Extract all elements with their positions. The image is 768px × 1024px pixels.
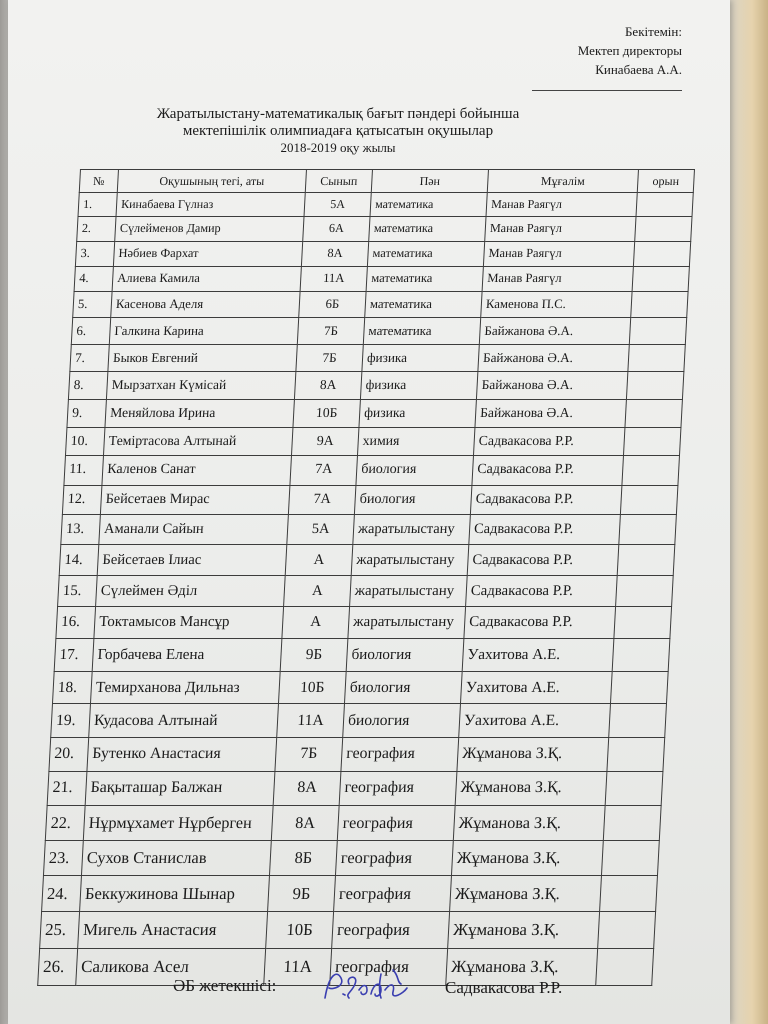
cell-student-name: Мигель Анастасия	[78, 912, 268, 948]
cell-place	[631, 292, 688, 318]
cell-class: 7А	[290, 456, 358, 485]
approval-signature-line	[532, 89, 682, 91]
title-line-2: мектепішілік олимпиадаға қатысатын оқушылар	[182, 123, 494, 139]
approval-line-2: Мектеп директоры	[577, 43, 682, 58]
cell-student-name: Бейсетаев Мирас	[100, 485, 290, 515]
cell-student-name: Меняйлова Ирина	[105, 399, 294, 427]
cell-student-name: Бутенко Анастасия	[87, 737, 277, 771]
cell-student-name: Касенова Аделя	[111, 292, 300, 318]
cell-teacher: Уахитова А.Е.	[459, 704, 611, 737]
cell-subject: биология	[356, 456, 474, 485]
cell-teacher: Жұманова З.Қ.	[451, 840, 603, 875]
cell-class: 11А	[264, 948, 332, 985]
cell-student-name: Токтамысов Мансұр	[94, 607, 284, 639]
cell-place	[601, 840, 659, 875]
cell-place	[619, 515, 677, 545]
cell-number: 4.	[74, 266, 113, 292]
table-row	[59, 545, 675, 576]
cell-class: 5А	[304, 193, 371, 217]
table-header-row	[79, 170, 694, 193]
table-row	[70, 344, 685, 371]
table-row	[74, 266, 689, 292]
cell-student-name: Алиева Камила	[112, 266, 301, 292]
cell-class: 9Б	[280, 639, 348, 671]
cell-subject: жаратылыстану	[348, 607, 466, 639]
cell-teacher: Уахитова А.Е.	[460, 671, 612, 704]
cell-place	[625, 399, 682, 427]
cell-student-name: Сүлейменов Дамир	[115, 217, 304, 242]
cell-number: 18.	[52, 671, 92, 704]
cell-teacher: Манав Раягүл	[482, 266, 633, 292]
cell-teacher: Садвакасова Р.Р.	[469, 515, 621, 545]
cell-teacher: Жұманова З.Қ.	[455, 771, 607, 805]
cell-teacher: Жұманова З.Қ.	[446, 948, 598, 985]
table-row	[68, 371, 683, 399]
cell-class: А	[284, 576, 352, 607]
document-title	[108, 106, 568, 156]
cell-class: 10Б	[278, 671, 346, 704]
header-number: №	[79, 170, 118, 193]
cell-subject: география	[330, 948, 448, 985]
cell-number: 14.	[59, 545, 99, 576]
cell-subject: математика	[366, 266, 483, 292]
cell-place	[614, 607, 672, 639]
cell-teacher: Байжанова Ә.А.	[479, 318, 630, 345]
cell-number: 7.	[70, 344, 109, 371]
cell-student-name: Аманали Сайын	[99, 515, 289, 545]
table-row	[62, 485, 678, 515]
cell-student-name: Галкина Карина	[109, 318, 298, 345]
cell-teacher: Садвакасова Р.Р.	[467, 545, 619, 576]
table-row	[58, 576, 674, 607]
cell-student-name: Саликова Асел	[76, 948, 266, 985]
cell-place	[596, 948, 654, 985]
footer-signature-block	[173, 976, 563, 997]
cell-teacher: Садвакасова Р.Р.	[470, 485, 622, 515]
cell-student-name: Бейсетаев Ілиас	[97, 545, 287, 576]
cell-class: 10Б	[266, 912, 334, 948]
cell-student-name: Темирханова Дильназ	[90, 671, 280, 704]
cell-place	[633, 241, 690, 266]
cell-class: 7Б	[275, 737, 343, 771]
cell-number: 15.	[58, 576, 98, 607]
cell-teacher: Байжанова Ә.А.	[476, 371, 627, 399]
cell-place	[626, 371, 683, 399]
cell-student-name: Кудасова Алтынай	[89, 704, 279, 737]
cell-place	[623, 427, 681, 456]
cell-class: 9А	[291, 427, 359, 456]
cell-subject: география	[337, 806, 455, 841]
cell-number: 21.	[47, 771, 87, 805]
cell-student-name: Горбачева Елена	[92, 639, 282, 671]
cell-number: 24.	[42, 876, 82, 912]
document-sheet	[8, 0, 730, 1024]
cell-subject: физика	[362, 344, 479, 371]
cell-subject: математика	[367, 241, 484, 266]
table-row	[71, 318, 686, 345]
cell-place	[635, 217, 692, 242]
cell-number: 6.	[71, 318, 110, 345]
cell-number: 1.	[78, 193, 117, 217]
table-row	[43, 840, 659, 875]
cell-number: 25.	[40, 912, 80, 948]
cell-teacher: Байжанова Ә.А.	[475, 399, 626, 427]
cell-number: 17.	[54, 639, 94, 671]
cell-teacher: Садвакасова Р.Р.	[464, 607, 616, 639]
cell-teacher: Манав Раягүл	[485, 217, 636, 242]
header-student-name: Оқушының тегі, аты	[117, 170, 306, 193]
cell-place	[600, 876, 658, 912]
table-body	[38, 193, 694, 986]
cell-subject: жаратылыстану	[353, 515, 471, 545]
cell-student-name: Нұрмұхамет Нұрберген	[83, 806, 273, 841]
cell-student-name: Теміртасова Алтынай	[103, 427, 293, 456]
cell-class: 8А	[273, 771, 341, 805]
cell-class: 8А	[271, 806, 339, 841]
cell-number: 12.	[62, 485, 102, 515]
cell-teacher: Манав Раягүл	[483, 241, 634, 266]
table-row	[78, 193, 693, 217]
cell-subject: физика	[360, 371, 477, 399]
cell-class: А	[282, 607, 350, 639]
cell-class: 10Б	[293, 399, 360, 427]
header-place: орын	[637, 170, 694, 193]
cell-class: 8А	[301, 241, 368, 266]
handwritten-signature	[319, 964, 415, 1008]
cell-number: 11.	[64, 456, 104, 485]
cell-place	[609, 704, 667, 737]
cell-class: А	[285, 545, 353, 576]
cell-teacher: Садвакасова Р.Р.	[472, 456, 624, 485]
header-teacher: Мұғалім	[487, 170, 638, 193]
table-row	[45, 806, 661, 841]
cell-subject: физика	[359, 399, 476, 427]
cell-subject: география	[339, 771, 457, 805]
cell-subject: математика	[370, 193, 487, 217]
cell-teacher: Уахитова А.Е.	[462, 639, 614, 671]
cell-student-name: Быков Евгений	[108, 344, 297, 371]
cell-number: 5.	[73, 292, 112, 318]
cell-subject: химия	[357, 427, 475, 456]
table-row	[64, 456, 680, 485]
cell-number: 16.	[56, 607, 96, 639]
cell-teacher: Манав Раягүл	[486, 193, 637, 217]
cell-place	[629, 318, 686, 345]
cell-place	[632, 266, 689, 292]
cell-place	[598, 912, 656, 948]
background-right-edge	[728, 0, 768, 1024]
cell-class: 8Б	[269, 840, 337, 875]
cell-student-name: Мырзатхан Күмісай	[106, 371, 295, 399]
cell-subject: математика	[369, 217, 486, 242]
participants-table	[37, 169, 695, 986]
title-academic-year: 2018-2019 оқу жылы	[280, 140, 396, 155]
cell-subject: биология	[354, 485, 472, 515]
cell-teacher: Байжанова Ә.А.	[478, 344, 629, 371]
cell-subject: математика	[365, 292, 482, 318]
cell-number: 19.	[51, 704, 91, 737]
cell-subject: география	[341, 737, 459, 771]
cell-subject: математика	[363, 318, 480, 345]
cell-place	[612, 639, 670, 671]
cell-class: 6Б	[299, 292, 366, 318]
cell-number: 20.	[49, 737, 89, 771]
table-row	[65, 427, 681, 456]
cell-place	[607, 737, 665, 771]
cell-class: 11А	[300, 266, 367, 292]
cell-teacher: Каменова П.С.	[481, 292, 632, 318]
footer-label: ӘБ жетекшісі:	[173, 976, 277, 995]
header-class: Сынып	[305, 170, 372, 193]
cell-place	[610, 671, 668, 704]
table-row	[56, 607, 672, 639]
cell-class: 7А	[288, 485, 356, 515]
cell-subject: география	[332, 912, 450, 948]
cell-class: 5А	[287, 515, 355, 545]
approval-block	[532, 22, 682, 91]
table-row	[42, 876, 658, 912]
cell-class: 7Б	[297, 318, 364, 345]
cell-number: 10.	[65, 427, 105, 456]
table-row	[77, 217, 692, 242]
cell-class: 7Б	[296, 344, 363, 371]
footer-responsible-name: Садвакасова Р.Р.	[445, 978, 563, 997]
title-line-1: Жаратылыстану-математикалық бағыт пәндері бойынша	[156, 106, 520, 122]
table-row	[75, 241, 690, 266]
cell-place	[605, 771, 663, 805]
cell-place	[620, 485, 678, 515]
cell-student-name: Нәбиев Фархат	[113, 241, 302, 266]
cell-student-name: Беккужинова Шынар	[80, 876, 270, 912]
table-row	[61, 515, 677, 545]
table-row	[54, 639, 670, 671]
header-subject: Пән	[371, 170, 488, 193]
cell-student-name: Сүлеймен Әділ	[96, 576, 286, 607]
cell-number: 26.	[38, 948, 78, 985]
cell-teacher: Жұманова З.Қ.	[448, 912, 600, 948]
cell-number: 9.	[67, 399, 106, 427]
cell-teacher: Жұманова З.Қ.	[450, 876, 602, 912]
cell-teacher: Жұманова З.Қ.	[457, 737, 609, 771]
cell-subject: жаратылыстану	[350, 576, 468, 607]
cell-student-name: Каленов Санат	[102, 456, 292, 485]
table-row	[67, 399, 682, 427]
cell-place	[628, 344, 685, 371]
table-row	[73, 292, 688, 318]
table-row	[40, 912, 656, 948]
cell-place	[622, 456, 680, 485]
cell-student-name: Бақыташар Балжан	[85, 771, 275, 805]
table-row	[47, 771, 663, 805]
table-row	[51, 704, 667, 737]
cell-subject: биология	[344, 671, 462, 704]
approval-line-3: Кинабаева А.А.	[595, 62, 682, 77]
cell-number: 23.	[43, 840, 83, 875]
cell-place	[636, 193, 693, 217]
cell-class: 6А	[303, 217, 370, 242]
cell-subject: география	[335, 840, 453, 875]
cell-place	[603, 806, 661, 841]
cell-subject: биология	[346, 639, 464, 671]
cell-place	[617, 545, 675, 576]
cell-class: 9Б	[268, 876, 336, 912]
cell-class: 11А	[277, 704, 345, 737]
cell-number: 22.	[45, 806, 85, 841]
approval-line-1: Бекітемін:	[624, 24, 682, 39]
cell-number: 13.	[61, 515, 101, 545]
cell-subject: география	[334, 876, 452, 912]
cell-number: 2.	[77, 217, 116, 242]
cell-subject: жаратылыстану	[351, 545, 469, 576]
cell-number: 8.	[68, 371, 107, 399]
table-row	[52, 671, 668, 704]
cell-class: 8А	[294, 371, 361, 399]
table-row	[49, 737, 665, 771]
cell-student-name: Кинабаева Гүлназ	[116, 193, 305, 217]
cell-teacher: Садвакасова Р.Р.	[473, 427, 625, 456]
cell-teacher: Жұманова З.Қ.	[453, 806, 605, 841]
cell-teacher: Садвакасова Р.Р.	[466, 576, 618, 607]
cell-student-name: Сухов Станислав	[81, 840, 271, 875]
cell-place	[616, 576, 674, 607]
cell-subject: биология	[343, 704, 461, 737]
cell-number: 3.	[75, 241, 114, 266]
